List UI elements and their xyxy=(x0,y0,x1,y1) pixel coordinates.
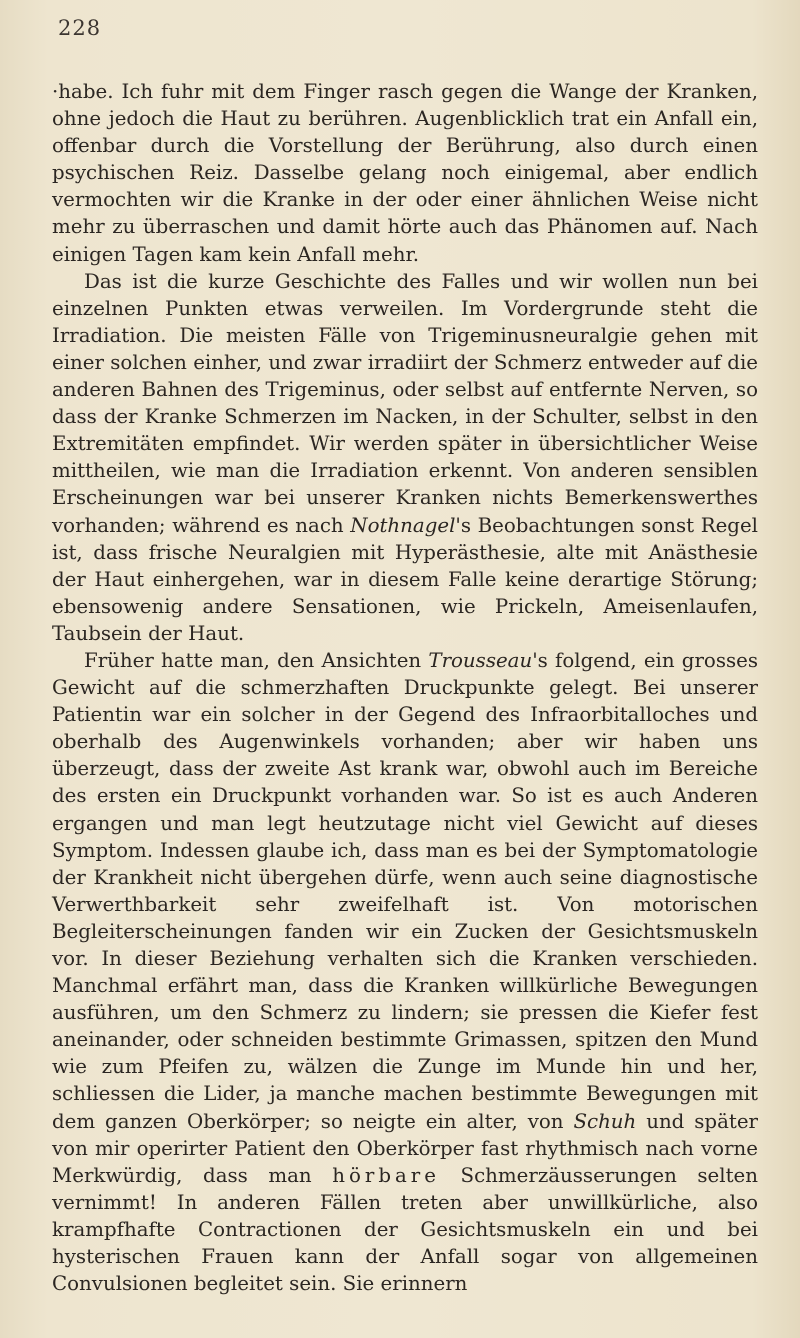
page-number: 228 xyxy=(58,16,102,40)
paragraph-text: und später von mir operirter Patient den Oberkörper fast rhythmisch nach vorne Merkwürdig, dass man xyxy=(52,1109,758,1187)
paragraph-3 xyxy=(52,647,758,1297)
paragraph-text: ·habe. Ich fuhr mit dem Finger rasch gegen die Wange der Kranken, ohne jedoch die Haut zu berühren. Augenblicklich trat ein Anfall ein, offenbar durch die Vorstellung der Berührung, also durch einen psychischen Reiz. Dasselbe gelang noch einigemal, aber endlich vermochten wir die Kranke in der oder einer ähnlichen Weise nicht mehr zu überraschen und damit hörte auch das Phänomen auf. Nach einigen Tagen kam kein Anfall mehr. xyxy=(52,80,758,266)
emphasized-word: hörbare xyxy=(332,1163,440,1187)
author-name-trousseau: Trousseau xyxy=(428,648,533,672)
paragraph-text: Das ist die kurze Geschichte des Falles und wir wollen nun bei einzelnen Punkten etwas verweilen. Im Vordergrunde steht die Irradiation. Die meisten Fälle von Trigeminusneuralgie gehen mit einer solchen einher, und zwar irradiirt der Schmerz entweder auf die anderen Bahnen des Trigeminus, oder selbst auf entfernte Nerven, so dass der Kranke Schmerzen im Nacken, in der Schulter, selbst in den Extremitäten empfindet. Wir werden später in übersichtlicher Weise mittheilen, wie man die Irradiation erkennt. Von anderen sensiblen Erscheinungen war bei unserer Kranken nichts Bemerkenswerthes vorhanden; während es nach xyxy=(52,269,758,537)
paragraph-text: 's Beobachtungen sonst Regel ist, dass frische Neuralgien mit Hyperästhesie, alte mit Anästhesie der Haut einhergehen, war in diesem Falle keine derartige Störung; ebensowenig andere Sensationen, wie Prickeln, Ameisenlaufen, Taubsein der Haut. xyxy=(52,513,758,645)
paragraph-text: 's folgend, ein grosses Gewicht auf die schmerzhaften Druckpunkte gelegt. Bei unserer Patientin war ein solcher in der Gegend des Infraorbitalloches und oberhalb des Augenwinkels vorhanden; aber wir haben uns überzeugt, dass der zweite Ast krank war, obwohl auch im Bereiche des ersten ein Druckpunkt vorhanden war. So ist es auch Anderen ergangen und man legt heutzutage nicht viel Gewicht auf dieses Symptom. Indessen glaube ich, dass man es bei der Symptomatologie der Krankheit nicht übergehen dürfe, wenn auch seine diagnostische Verwerthbarkeit sehr zweifelhaft ist. Von motorischen Begleiterscheinungen fanden wir ein Zucken der Gesichtsmuskeln vor. In dieser Beziehung verhalten sich die Kranken verschieden. Manchmal erfährt man, dass die Kranken willkürliche Bewegungen ausführen, um den Schmerz zu lindern; sie pressen die Kiefer fest aneinander, oder schneiden bestimmte Grimassen, spitzen den Mund wie zum Pfeifen zu, wälzen die Zunge im Munde hin und her, schliessen die Lider, ja manche machen bestimmte Bewegungen mit dem ganzen Oberkörper; so neigte ein alter, von xyxy=(52,648,758,1133)
author-name-nothnagel: Nothnagel xyxy=(350,513,456,537)
paragraph-2 xyxy=(52,268,758,647)
paragraph-text: Früher hatte man, den Ansichten xyxy=(84,648,429,672)
paragraph-1 xyxy=(52,78,758,268)
paragraph-text: Schmerzäusserungen selten vernimmt! In anderen Fällen treten aber unwillkürliche, also krampfhafte Contractionen der Gesichtsmuskeln ein und bei hysterischen Frauen kann der Anfall sogar von allgemeinen Convulsionen begleitet sein. Sie erinnern xyxy=(52,1163,758,1296)
author-name-schuh: Schuh xyxy=(573,1109,637,1133)
body-text xyxy=(52,78,758,1297)
